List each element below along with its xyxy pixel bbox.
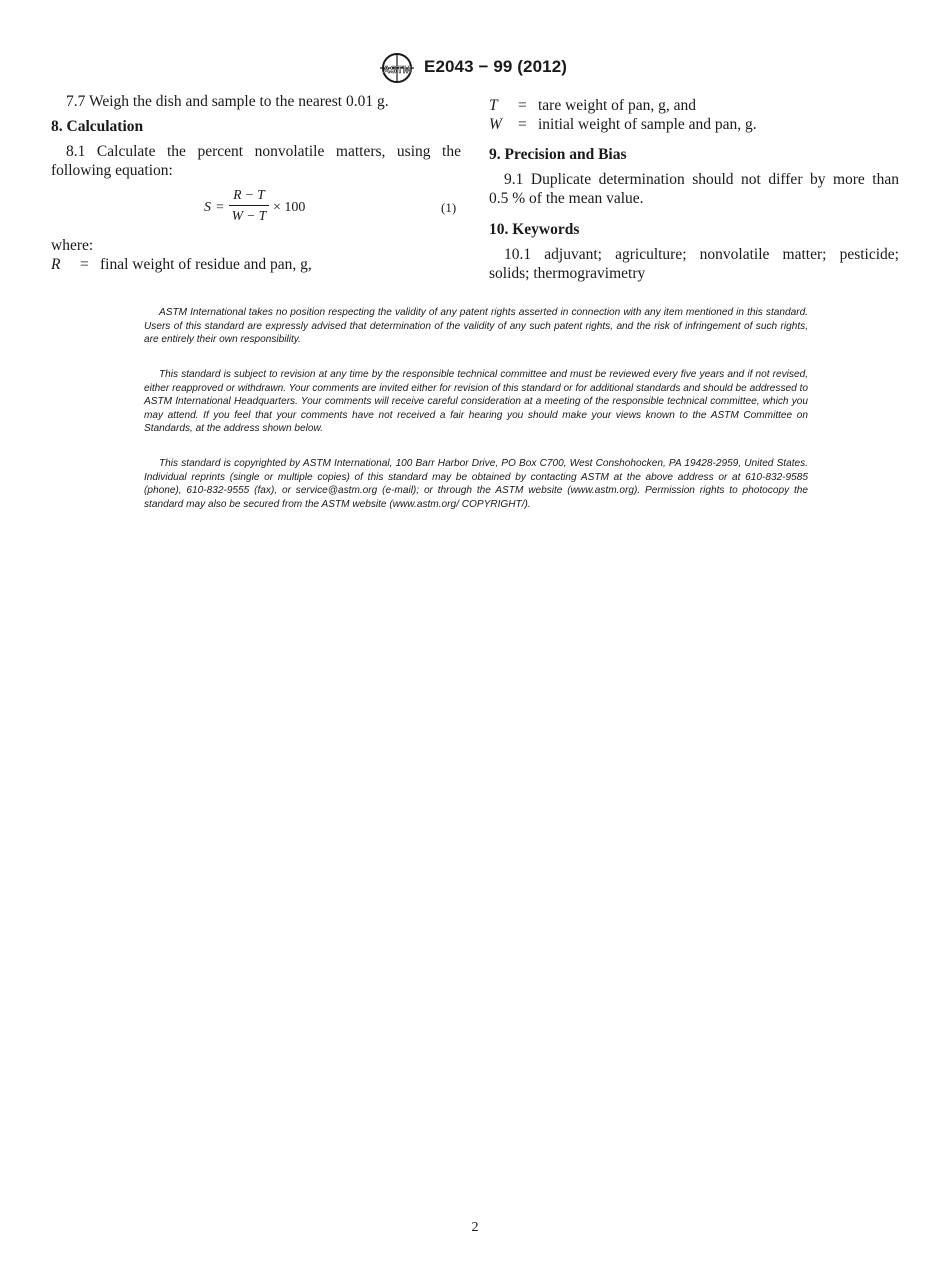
document-designation: E2043 − 99 (2012) [424,57,568,76]
definition-equals: = [518,116,527,133]
where-label: where: [51,237,94,254]
equation-lhs: S [204,200,211,215]
definition-r [51,255,461,274]
left-column [51,92,461,274]
equation-denominator: W − T [231,208,267,223]
paragraph-8-1-line-1: 8.1 Calculate the percent nonvolatile matters, using the [66,143,461,160]
definition-symbol: W [489,116,502,133]
paragraph-7-7: 7.7 Weigh the dish and sample to the nearest 0.01 g. [66,93,389,110]
section-heading-keywords: 10. Keywords [489,221,580,238]
paragraph-10-1-line-1: 10.1 adjuvant; agriculture; nonvolatile matter; pesticide; [504,246,899,263]
copyright-notice: This standard is copyrighted by ASTM International, 100 Barr Harbor Drive, PO Box C700, West Conshohocken, PA 19428-2959, United States. Individual reprints (single or multiple copies) of this standard may be obtained by contacting ASTM at the above address or at 610-832-9585 (phone), 610-832-9555 (fax), or service@astm.org (e-mail); or through the ASTM website (www.astm.org). Permission rights to photocopy the standard may also be secured from the ASTM website (www.astm.org/ COPYRIGHT/). [144,458,808,510]
definition-equals: = [80,256,89,273]
revision-notice: This standard is subject to revision at any time by the responsible technical committee and must be reviewed every five years and if not revised, either reapproved or withdrawn. Your comments are invited either for revision of this standard or for additional standards and should be addressed to ASTM International Headquarters. Your comments will receive careful consideration at a meeting of the responsible technical committee, which you may attend. If you feel that your comments have not received a fair hearing you should make your views known to the ASTM Committee on Standards, at the address shown below. [144,369,808,435]
equation-multiplier: × 100 [273,200,306,215]
equation-numerator: R − T [233,187,265,202]
definition-w [489,115,899,134]
definition-text: initial weight of sample and pan, g. [538,116,757,133]
equation-fraction [229,186,269,225]
equation-number: (1) [441,200,457,215]
definition-equals: = [518,97,527,114]
section-heading-calculation: 8. Calculation [51,118,144,135]
definition-symbol: T [489,97,498,114]
definition-symbol: R [51,256,61,273]
section-heading-precision-and-bias: 9. Precision and Bias [489,146,627,163]
logo-text: ASTM [382,65,412,76]
astm-logo-icon [378,52,416,84]
fraction-bar [229,205,269,206]
definition-text: final weight of residue and pan, g, [100,256,312,273]
paragraph-8-1-line-2: following equation: [51,162,173,179]
paragraph-10-1-line-2: solids; thermogravimetry [489,265,646,282]
page-header [0,52,950,86]
patent-notice: ASTM International takes no position respecting the validity of any patent rights asserted in connection with any item mentioned in this standard. Users of this standard are expressly advised that determination of the validity of any such patent rights, and the risk of infringement of such rights, are entirely their own responsibility. [144,307,808,346]
definition-t [489,96,899,115]
equation-1 [51,186,461,232]
page-number: 2 [471,1220,479,1235]
paragraph-9-1-line-1: 9.1 Duplicate determination should not differ by more than [504,171,899,188]
right-column [489,96,899,283]
equation-equals: = [216,200,224,215]
paragraph-9-1-line-2: 0.5 % of the mean value. [489,190,644,207]
definition-text: tare weight of pan, g, and [538,97,696,114]
